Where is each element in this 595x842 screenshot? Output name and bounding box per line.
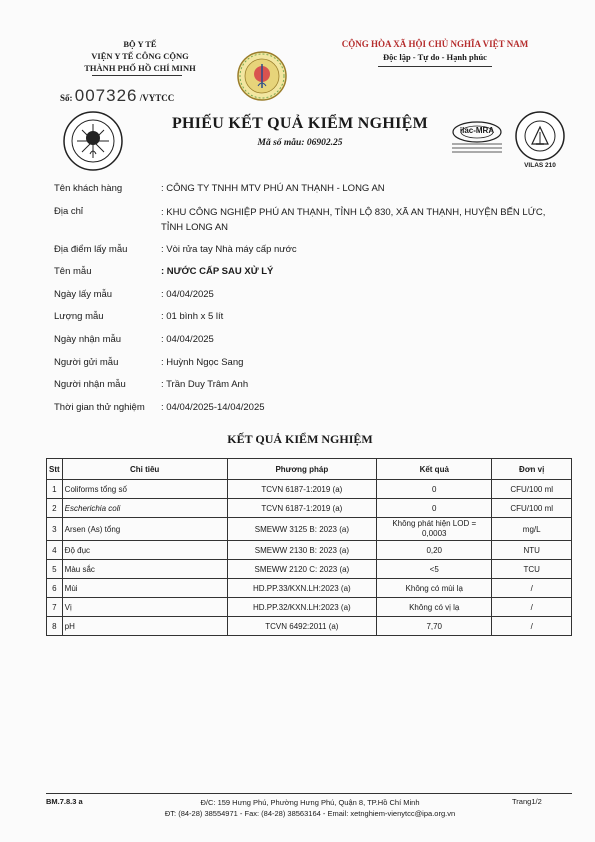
info-label: Địa chỉ [54,205,84,217]
info-value: : Trần Duy Trâm Anh [161,379,249,391]
cell-result: 7,70 [377,617,492,636]
footer-address: Đ/C: 159 Hưng Phú, Phường Hưng Phú, Quận 8, TP.Hồ Chí Minh [200,798,420,807]
institute-city: THÀNH PHỐ HỒ CHÍ MINH [84,63,196,73]
table-row [47,617,572,636]
national-header [300,38,570,64]
cell-parameter: Độ đục [62,541,227,560]
results-title: KẾT QUẢ KIỂM NGHIỆM [227,432,373,446]
cell-stt: 5 [47,560,63,579]
footer-contact: ĐT: (84-28) 38554971 - Fax: (84-28) 38563164 - Email: xetnghiem-vienytcc@ipa.org.vn [164,809,456,818]
document-title: PHIẾU KẾT QUẢ KIỂM NGHIỆM [171,115,429,132]
institute-emblem-icon [62,110,124,172]
vilas-code: VILAS 210 [524,162,556,169]
col-header-result: Kết quả [377,459,492,480]
table-row [47,579,572,598]
number-label: Số: [60,93,73,103]
info-row [54,306,564,329]
info-label: Người nhận mẫu [54,379,126,391]
table-row [47,598,572,617]
cell-unit: / [492,598,572,617]
col-header-method: Phương pháp [227,459,376,480]
number-suffix: /VYTCC [139,93,175,103]
cell-parameter: Màu sắc [62,560,227,579]
cell-stt: 3 [47,518,63,541]
cell-unit: CFU/100 ml [492,480,572,499]
info-row [54,178,564,201]
cell-parameter: pH [62,617,227,636]
ilac-text: ilac-MRA [459,126,495,135]
cell-method: SMEWW 3125 B: 2023 (a) [227,518,376,541]
info-label: Địa điểm lấy mẫu [54,243,128,255]
col-header-parameter: Chỉ tiêu [62,459,227,480]
cell-result: Không phát hiện LOD = 0,0003 [377,518,492,541]
ilac-mra-icon [446,118,508,158]
cell-method: SMEWW 2130 B: 2023 (a) [227,541,376,560]
cell-parameter: Escherichia coli [62,499,227,518]
footer-divider [46,793,572,794]
number-value: 007326 [74,86,138,105]
cell-method: SMEWW 2120 C: 2023 (a) [227,560,376,579]
info-value: : 04/04/2025-14/04/2025 [161,401,265,413]
cell-parameter: Vị [62,598,227,617]
info-row [54,239,564,262]
cell-unit: CFU/100 ml [492,499,572,518]
cell-stt: 4 [47,541,63,560]
cell-unit: NTU [492,541,572,560]
cell-stt: 7 [47,598,63,617]
page-number: Trang1/2 [512,797,542,806]
cell-method: HD.PP.33/KXN.LH:2023 (a) [227,579,376,598]
results-table [46,458,572,636]
cell-result: Không có vị lạ [377,598,492,617]
table-row [47,518,572,541]
cell-stt: 1 [47,480,63,499]
cell-unit: mg/L [492,518,572,541]
cell-unit: TCU [492,560,572,579]
issuer-block [60,38,220,74]
table-row [47,480,572,499]
info-value: : NƯỚC CẤP SAU XỬ LÝ [161,266,274,278]
footer-contact-block [120,797,500,819]
info-label: Người gửi mẫu [54,356,119,368]
ministry-name: BỘ Y TẾ [123,39,157,49]
document-number [60,86,174,106]
info-value: : 04/04/2025 [161,288,214,300]
form-code: BM.7.8.3 a [46,797,83,806]
cell-parameter: Arsen (As) tổng [62,518,227,541]
cell-result: Không có mùi lạ [377,579,492,598]
info-row [54,374,564,397]
cell-unit: / [492,579,572,598]
country-name: CỘNG HÒA XÃ HỘI CHỦ NGHĨA VIỆT NAM [341,39,529,49]
vilas-accreditation-icon [514,110,566,162]
info-value: : 04/04/2025 [161,333,214,345]
cell-stt: 2 [47,499,63,518]
info-label: Tên mẫu [54,266,92,278]
info-label: Thời gian thử nghiệm [54,401,145,413]
table-row [47,541,572,560]
info-row [54,261,564,284]
cell-result: 0,20 [377,541,492,560]
info-label: Ngày nhận mẫu [54,333,122,345]
sample-number: Mã số mẫu: 06902.25 [257,138,343,148]
cell-parameter: Coliforms tổng số [62,480,227,499]
table-row [47,560,572,579]
info-value: : Vòi rửa tay Nhà máy cấp nước [161,243,297,255]
ilac-mra-logo [446,118,508,158]
cell-result: <5 [377,560,492,579]
info-value: : 01 bình x 5 lít [161,311,224,323]
institute-seal-icon [236,50,288,102]
info-value: : CÔNG TY TNHH MTV PHÚ AN THẠNH - LONG AN [161,183,385,194]
info-label: Tên khách hàng [54,183,123,194]
cell-unit: / [492,617,572,636]
info-row [54,284,564,307]
cell-result: 0 [377,480,492,499]
issuer-underline [92,75,182,76]
info-row [54,201,564,239]
col-header-unit: Đơn vị [492,459,572,480]
cell-parameter: Mùi [62,579,227,598]
info-value: : Huỳnh Ngọc Sang [161,356,244,368]
info-row [54,397,564,420]
cell-stt: 8 [47,617,63,636]
cell-result: 0 [377,499,492,518]
institute-name: VIỆN Y TẾ CÔNG CỘNG [91,51,189,61]
info-label: Lượng mẫu [54,311,104,323]
table-header-row [47,459,572,480]
info-row [54,329,564,352]
cell-method: HD.PP.32/KXN.LH:2023 (a) [227,598,376,617]
motto-underline [378,66,492,67]
cell-method: TCVN 6187-1:2019 (a) [227,499,376,518]
info-row [54,352,564,375]
info-label: Ngày lấy mẫu [54,288,113,300]
cell-stt: 6 [47,579,63,598]
cell-method: TCVN 6492:2011 (a) [227,617,376,636]
col-header-stt: Stt [47,459,63,480]
sample-info [54,178,564,419]
info-value: : KHU CÔNG NGHIỆP PHÚ AN THẠNH, TỈNH LỘ 830, XÃ AN THẠNH, HUYỆN BẾN LỨC, TỈNH LONG AN [161,206,546,233]
table-row [47,499,572,518]
national-motto: Độc lập - Tự do - Hạnh phúc [383,52,487,62]
cell-method: TCVN 6187-1:2019 (a) [227,480,376,499]
